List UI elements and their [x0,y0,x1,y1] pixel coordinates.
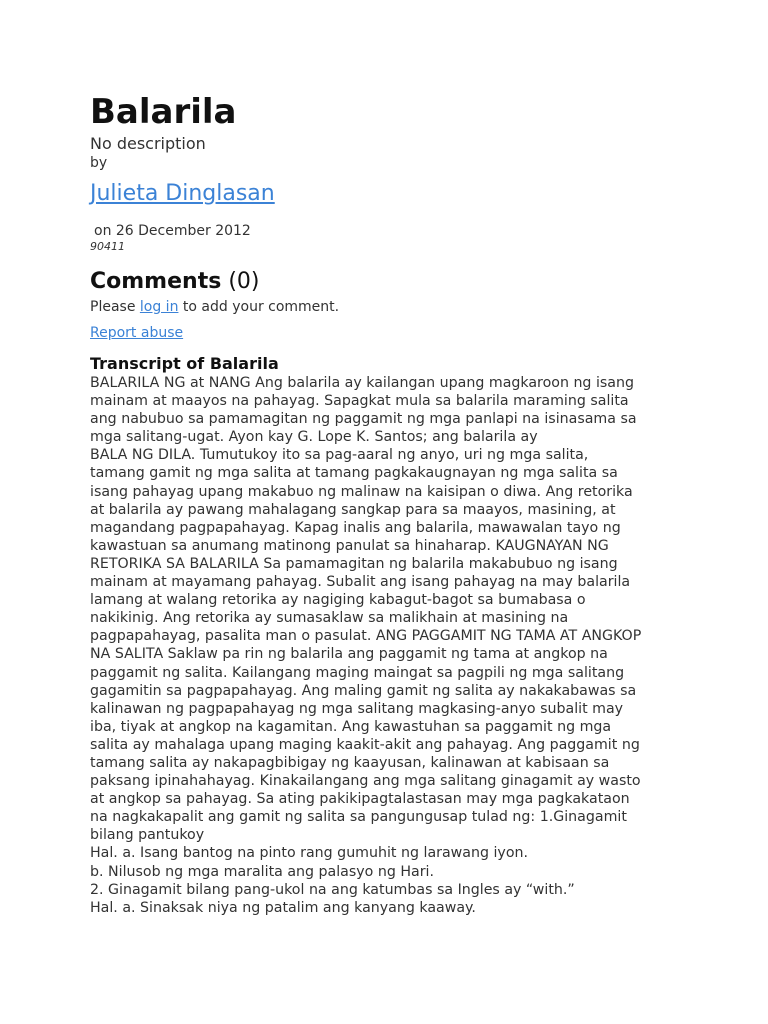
transcript-line: paksang ipinahahayag. Kinakailangang ang mga salitang ginagamit ay wasto [90,773,641,790]
login-link[interactable]: log in [139,299,179,315]
by-label: by [90,155,108,171]
comments-count: (0) [228,269,260,294]
comments-heading [90,268,680,296]
transcript-line: at angkop sa pahayag. Sa ating pakikipagtalastasan may mga pagkakataon [90,791,630,808]
comments-label: Comments [90,269,222,294]
transcript-line: tamang gamit ng mga salita at tamang pagkakaugnayan ng mga salita sa [90,465,618,482]
publish-date: on 26 December 2012 [94,223,251,239]
login-suffix: to add your comment. [182,299,340,315]
transcript-line: na nagkakapalit ang gamit ng salita sa pangungusap tulad ng: 1.Ginagamit [90,809,627,826]
transcript-line: BALA NG DILA. Tumutukoy ito sa pag-aaral ng anyo, uri ng mga salita, [90,447,589,464]
transcript-line: salita ay mahalaga upang maging kaakit-akit ang pahayag. Ang paggamit ng [90,736,640,753]
transcript-line: isang pahayag upang makabuo ng malinaw na kaisipan o diwa. Ang retorika [90,483,633,500]
transcript-line: 2. Ginagamit bilang pang-ukol na ang katumbas sa Ingles ay “with.” [90,881,575,898]
transcript-line: iba, tiyak at angkop na kagamitan. Ang kawastuhan sa paggamit ng mga [90,718,612,735]
transcript-line: mainam at maayos na pahayag. Sapagkat mula sa balarila maraming salita [90,393,629,410]
transcript-line: RETORIKA SA BALARILA Sa pamamagitan ng balarila makabubuo ng isang [90,555,618,572]
transcript-line: at balarila ay pawang mahalagang sangkap para sa maayos, masining, at [90,501,616,518]
transcript-line: tamang salita ay nakapagbibigay ng kaayusan, kalinawan at kabisaan sa [90,754,610,771]
login-prompt [90,298,680,316]
transcript-line: NA SALITA Saklaw pa rin ng balarila ang paggamit ng tama at angkop na [90,646,608,663]
transcript-line: magandang pagpapahayag. Kapag inalis ang balarila, mawawalan tayo ng [90,519,621,536]
transcript-line: nakikinig. Ang retorika ay sumasaklaw sa malikhain at masining na [90,610,569,627]
transcript-title: Transcript of Balarila [90,354,279,373]
transcript-line: mga salitang-ugat. Ayon kay G. Lope K. Santos; ang balarila ay [90,429,538,446]
transcript-line: bilang pantukoy [90,827,205,844]
transcript-line: BALARILA NG at NANG Ang balarila ay kailangan upang magkaroon ng isang [90,375,634,391]
transcript-line: kawastuan sa anumang matinong panulat sa hinaharap. KAUGNAYAN NG [90,537,609,554]
transcript-line: gagamitin sa pagpapahayag. Ang maling gamit ng salita ay nakakabawas sa [90,682,637,699]
transcript-line: kalinawan ng pagpapahayag ng mga salitang magkasing-anyo subalit may [90,700,624,717]
transcript-body [90,374,690,917]
login-prefix: Please [90,299,136,315]
report-abuse-link[interactable]: Report abuse [90,325,184,341]
transcript-line: pagpapahayag, pasalita man o pasulat. ANG PAGGAMIT NG TAMA AT ANGKOP [90,628,642,645]
transcript-line: mainam at mayamang pahayag. Subalit ang isang pahayag na may balarila [90,574,631,591]
view-count: 90411 [90,240,125,253]
transcript-line: Hal. a. Sinaksak niya ng patalim ang kanyang kaaway. [90,899,476,916]
document-description: No description [90,134,206,153]
transcript-line: b. Nilusob ng mga maralita ang palasyo ng Hari. [90,863,434,880]
author-link[interactable]: Julieta Dinglasan [90,181,275,206]
transcript-line: paggamit ng salita. Kailangang maging maingat sa pagpili ng mga salitang [90,664,625,681]
document-title: Balarila [90,92,237,132]
transcript-line: Hal. a. Isang bantog na pinto rang gumuhit ng larawang iyon. [90,845,528,862]
transcript-line: lamang at walang retorika ay nagiging kabagut-bagot sa bumabasa o [90,592,586,609]
transcript-line: ang nabubuo sa pamamagitan ng paggamit ng mga panlapi na isinasama sa [90,411,637,428]
